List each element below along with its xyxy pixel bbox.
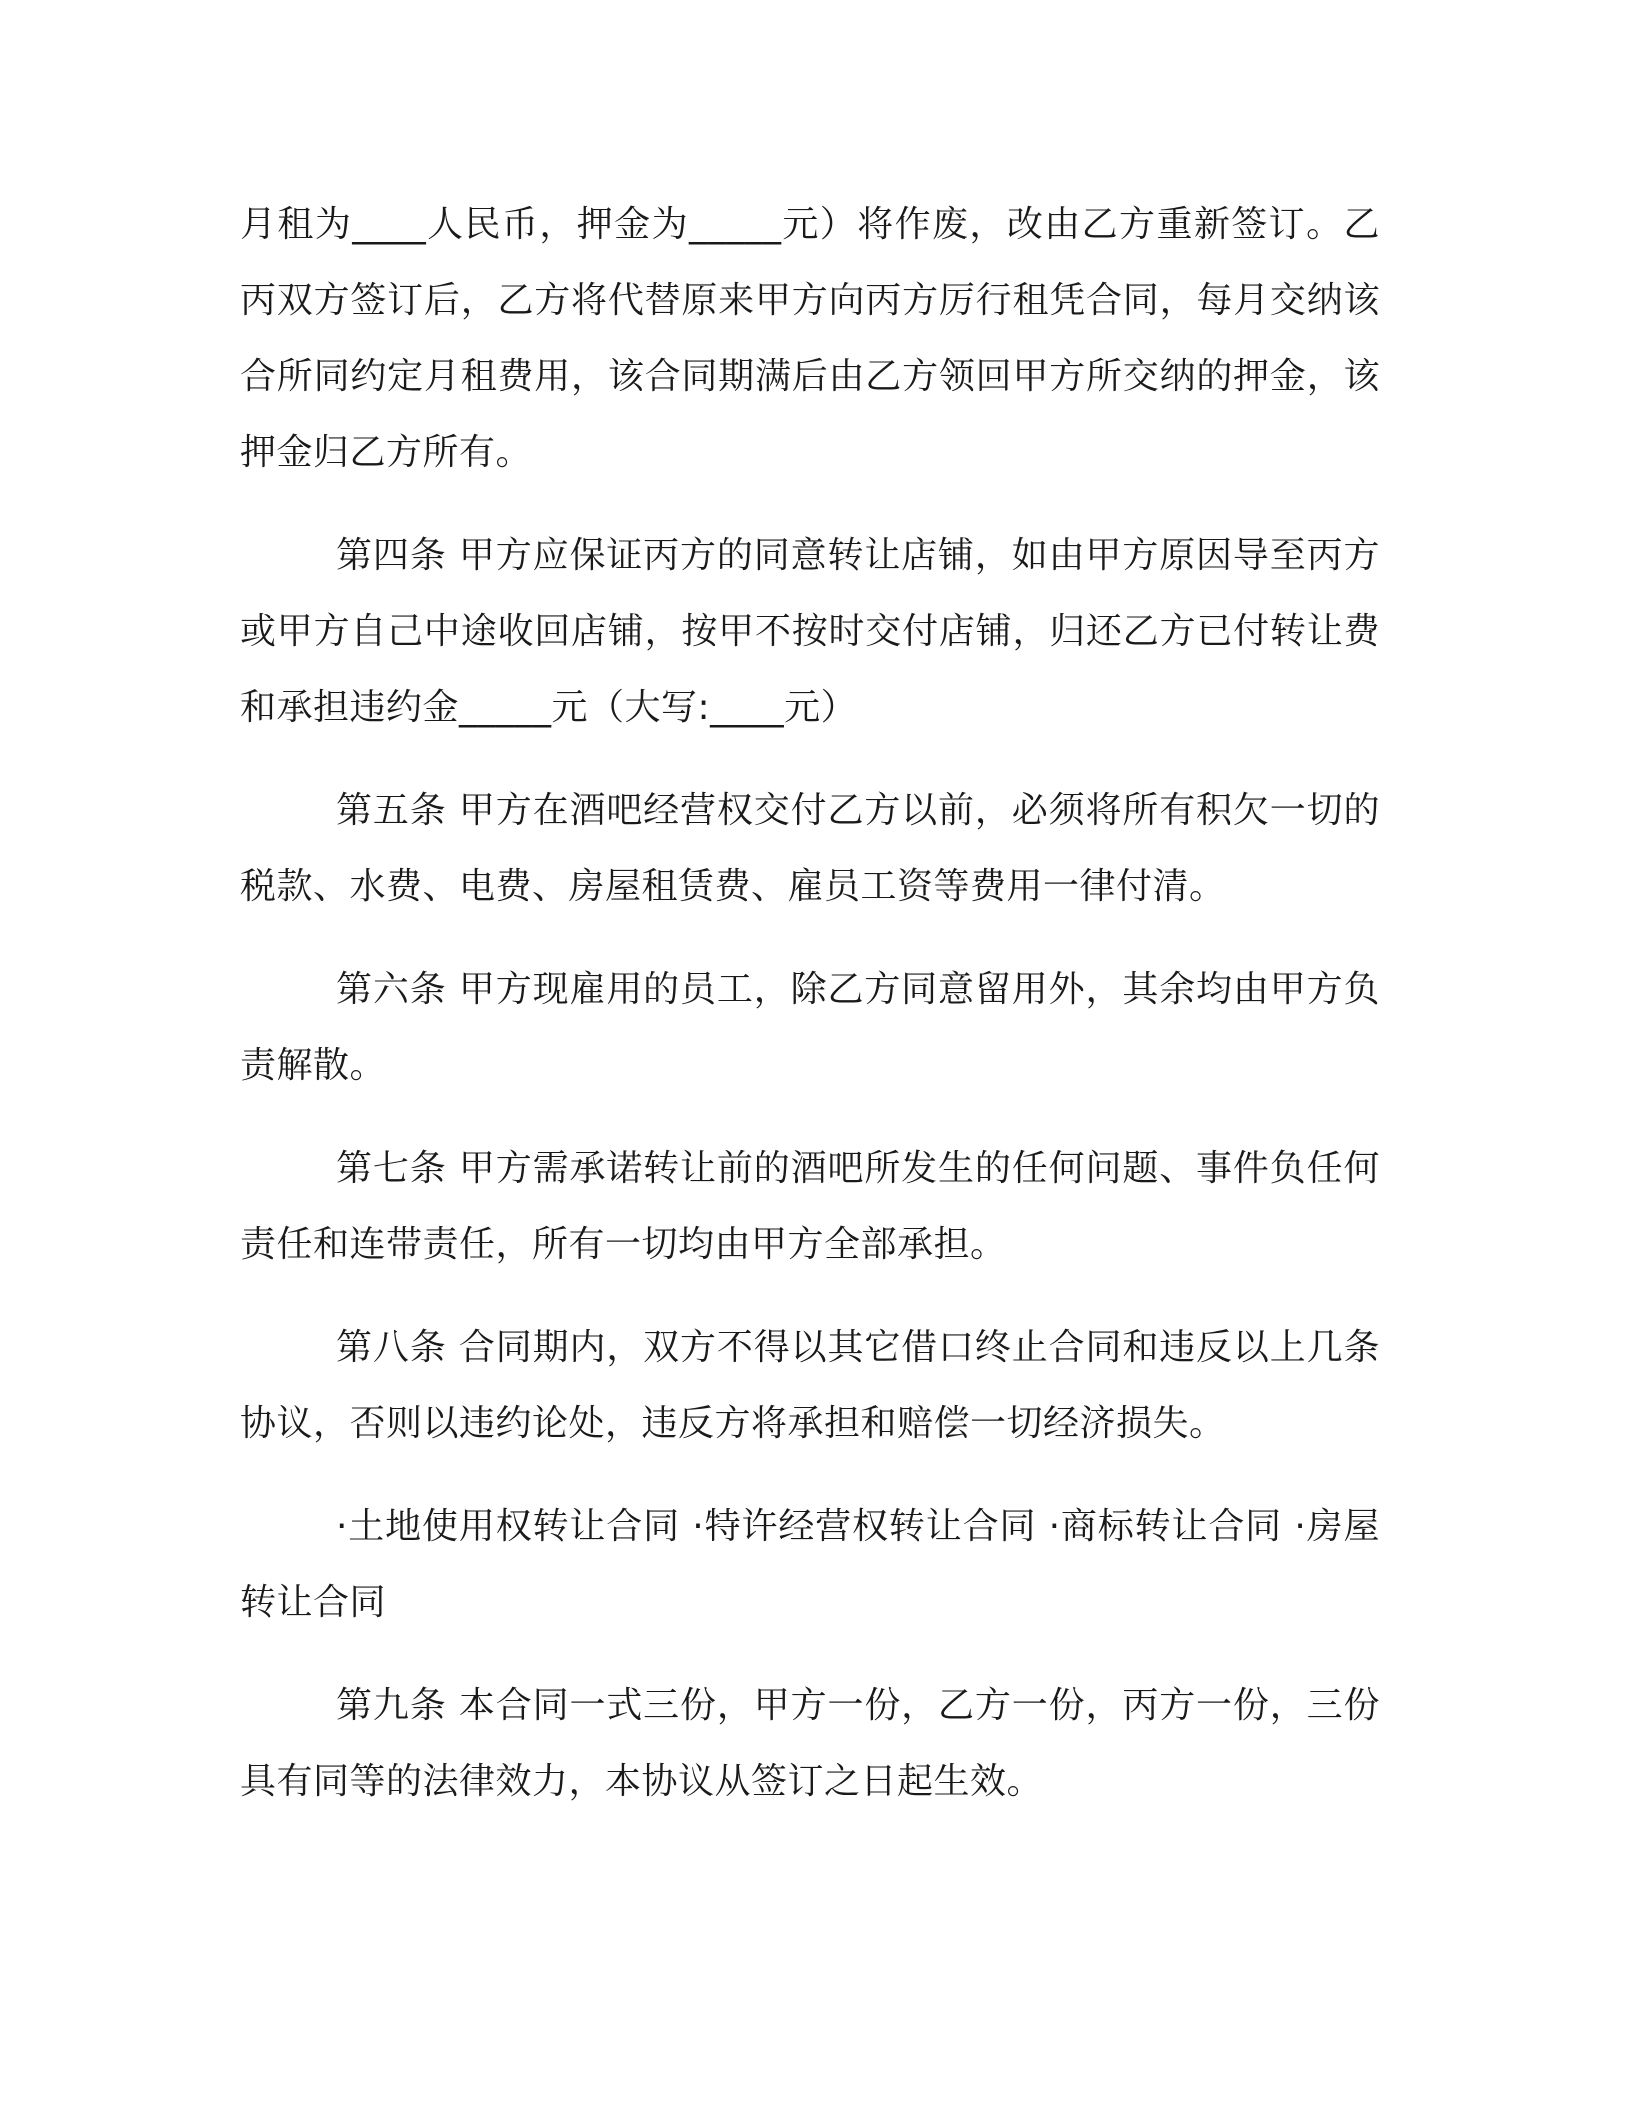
paragraph-related-links: ·土地使用权转让合同 ·特许经营权转让合同 ·商标转让合同 ·房屋转让合同 — [240, 1506, 1380, 1623]
document-body — [240, 187, 1380, 1847]
paragraph-article-9: 第九条 本合同一式三份，甲方一份，乙方一份，丙方一份，三份具有同等的法律效力，本协议从签订之日起生效。 — [240, 1685, 1380, 1802]
paragraph-article-4: 第四条 甲方应保证丙方的同意转让店铺，如由甲方原因导至丙方或甲方自己中途收回店铺，按甲不按时交付店铺，归还乙方已付转让费和承担违约金_____元（大写:____元） — [240, 535, 1380, 728]
paragraph-article-7: 第七条 甲方需承诺转让前的酒吧所发生的任何问题、事件负任何责任和连带责任，所有一切均由甲方全部承担。 — [240, 1148, 1380, 1265]
paragraph-article-8: 第八条 合同期内，双方不得以其它借口终止合同和违反以上几条协议，否则以违约论处，违反方将承担和赔偿一切经济损失。 — [240, 1327, 1380, 1444]
paragraph-continuation: 月租为____人民币，押金为_____元）将作废，改由乙方重新签订。乙丙双方签订后，乙方将代替原来甲方向丙方厉行租凭合同，每月交纳该合所同约定月租费用，该合同期满后由乙方领回甲方所交纳的押金，该押金归乙方所有。 — [240, 204, 1380, 473]
paragraph-article-5: 第五条 甲方在酒吧经营权交付乙方以前，必须将所有积欠一切的税款、水费、电费、房屋租赁费、雇员工资等费用一律付清。 — [240, 790, 1380, 907]
paragraph-article-6: 第六条 甲方现雇用的员工，除乙方同意留用外，其余均由甲方负责解散。 — [240, 969, 1380, 1086]
